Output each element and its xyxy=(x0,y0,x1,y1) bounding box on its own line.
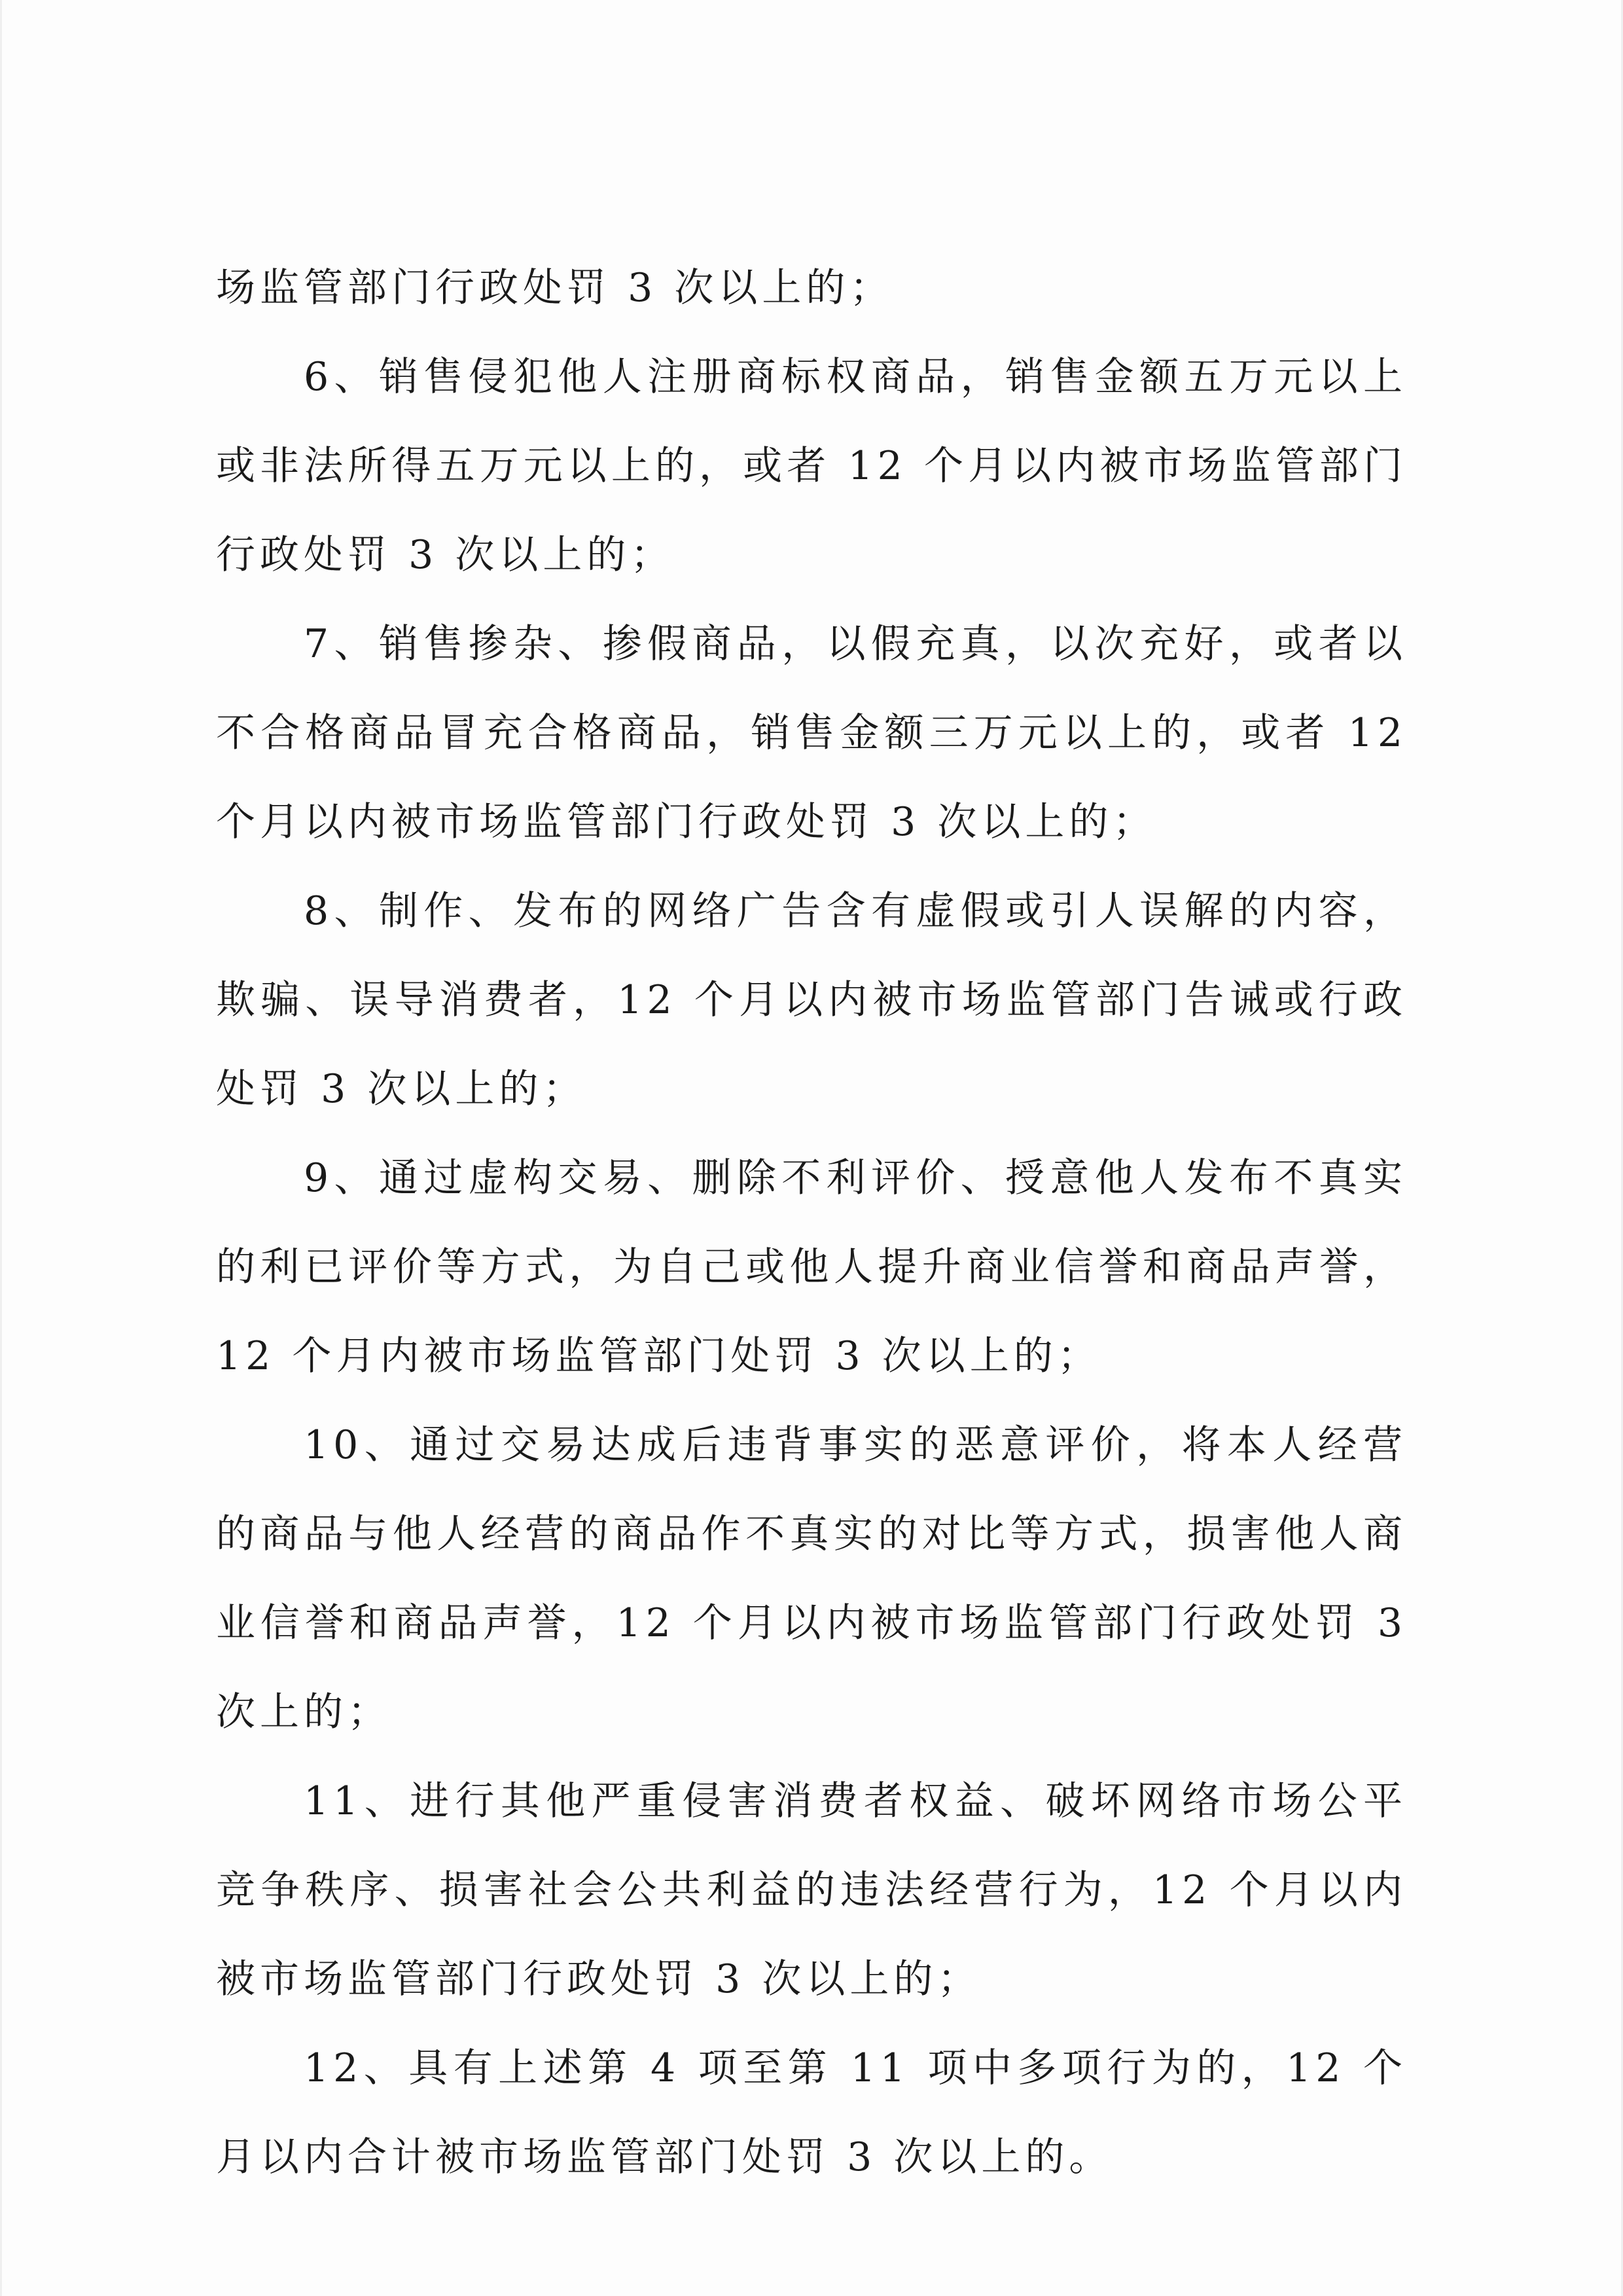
paragraph-item-8: 8、制作、发布的网络广告含有虚假或引人误解的内容，欺骗、误导消费者，12 个月以内被市场监管部门告诫或行政处罚 3 次以上的； xyxy=(216,888,1407,1112)
paragraph-item-7: 7、销售掺杂、掺假商品，以假充真，以次充好，或者以不合格商品冒充合格商品，销售金额三万元以上的，或者 12 个月以内被市场监管部门行政处罚 3 次以上的； xyxy=(216,621,1407,845)
scan-edge-left xyxy=(0,0,2,2296)
document-body xyxy=(216,243,1407,2202)
paragraph-item-11: 11、进行其他严重侵害消费者权益、破坏网络市场公平竞争秩序、损害社会公共利益的违法经营行为，12 个月以内被市场监管部门行政处罚 3 次以上的； xyxy=(216,1778,1407,2002)
paragraph-item-10: 10、通过交易达成后违背事实的恶意评价，将本人经营的商品与他人经营的商品作不真实的对比等方式，损害他人商业信誉和商品声誉，12 个月以内被市场监管部门行政处罚 3 次上的； xyxy=(216,1422,1407,1735)
paragraph-item-6: 6、销售侵犯他人注册商标权商品，销售金额五万元以上或非法所得五万元以上的，或者 12 个月以内被市场监管部门行政处罚 3 次以上的； xyxy=(216,354,1407,578)
paragraph-continuation: 场监管部门行政处罚 3 次以上的； xyxy=(216,265,894,311)
paragraph-item-9: 9、通过虚构交易、删除不利评价、授意他人发布不真实的利已评价等方式，为自己或他人提升商业信誉和商品声誉，12 个月内被市场监管部门处罚 3 次以上的； xyxy=(216,1155,1407,1379)
paragraph-item-12: 12、具有上述第 4 项至第 11 项中多项行为的，12 个月以内合计被市场监管部门处罚 3 次以上的。 xyxy=(216,2045,1407,2180)
